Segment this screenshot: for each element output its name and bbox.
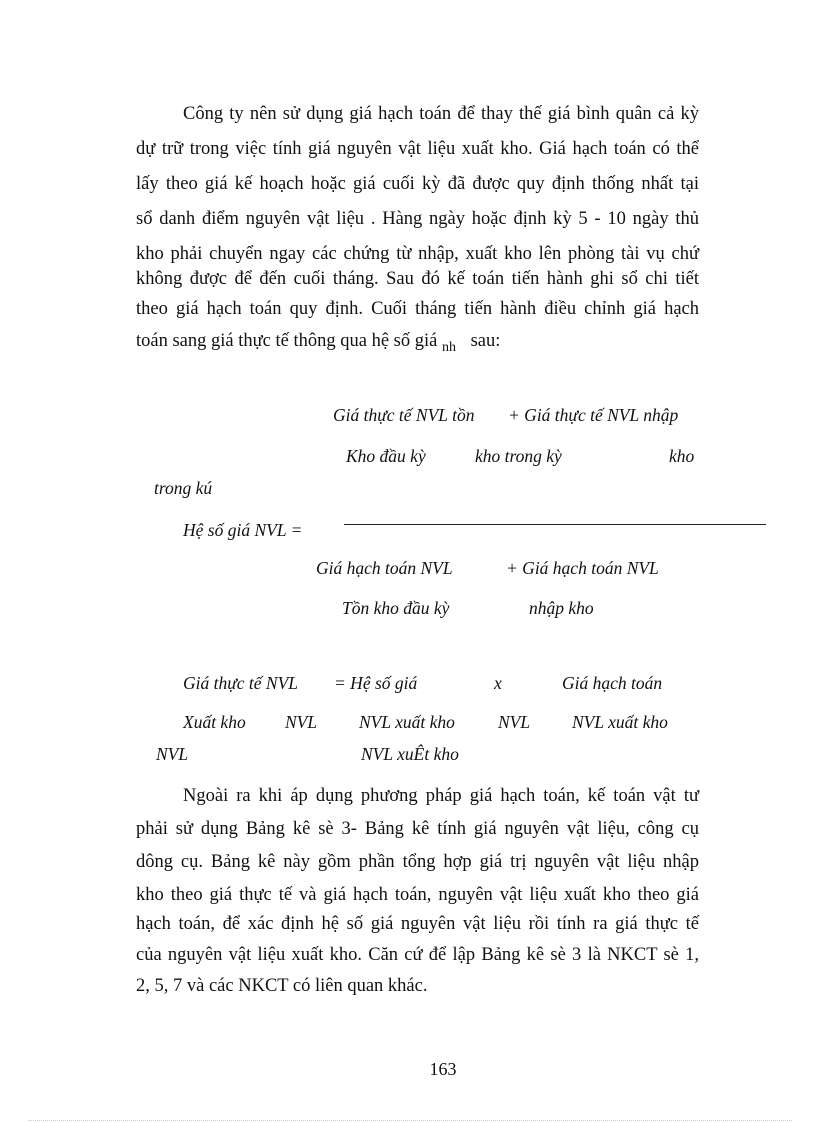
paragraph-line: Công ty nên sử dụng giá hạch toán để thay thế giá bình quân cả kỳ xyxy=(183,104,699,124)
formula2-r2-term-1: Xuất kho xyxy=(183,712,246,732)
formula-denominator-sub-2: nhập kho xyxy=(529,598,594,618)
paragraph-line: Ngoài ra khi áp dụng phương pháp giá hạch toán, kế toán vật tư xyxy=(183,786,699,806)
paragraph-tail: sau: xyxy=(470,331,501,351)
formula2-r1-term-1: Giá thực tế NVL xyxy=(183,673,299,693)
page-number: 163 xyxy=(429,1059,457,1079)
formula2-r2-term-3: NVL xuất kho xyxy=(359,712,455,732)
paragraph-line: dự trữ trong việc tính giá nguyên vật liệu xuất kho. Giá hạch toán có thể xyxy=(136,139,699,159)
formula-numerator-sub-2: kho trong kỳ xyxy=(475,446,562,466)
paragraph-line: dông cụ. Bảng kê này gồm phần tổng hợp giá trị nguyên vật liệu nhập xyxy=(136,852,699,872)
paragraph-line: theo giá hạch toán quy định. Cuối tháng tiến hành điều chỉnh giá hạch xyxy=(136,299,699,319)
formula2-r2-term-5: NVL xuất kho xyxy=(572,712,668,732)
formula-numerator-term-1: Giá thực tế NVL tồn xyxy=(333,405,475,425)
formula-label: Hệ số giá NVL = xyxy=(183,520,303,540)
paragraph-line: kho theo giá thực tế và giá hạch toán, nguyên vật liệu xuất kho theo giá xyxy=(136,885,699,905)
paragraph-line: hạch toán, để xác định hệ số giá nguyên vật liệu rồi tính ra giá thực tế xyxy=(136,914,699,934)
formula-denominator-sub-1: Tồn kho đầu kỳ xyxy=(342,598,450,618)
fraction-line xyxy=(344,524,766,525)
formula-denominator-term-2: + Giá hạch toán NVL xyxy=(506,558,659,578)
formula2-r2-term-4: NVL xyxy=(498,712,531,732)
paragraph-line: kho phải chuyển ngay các chứng từ nhập, xuất kho lên phòng tài vụ chứ xyxy=(136,244,699,264)
formula-numerator-term-2: + Giá thực tế NVL nhập xyxy=(508,405,679,425)
formula-numerator-sub-1: Kho đầu kỳ xyxy=(346,446,426,466)
formula2-r3-term-1: NVL xyxy=(156,744,189,764)
paragraph-line: lấy theo giá kế hoạch hoặc giá cuối kỳ đã được quy định thống nhất tại xyxy=(136,174,699,194)
formula2-r1-term-2: = Hệ số giá xyxy=(334,673,418,693)
paragraph-line-last: 2, 5, 7 và các NKCT có liên quan khác. xyxy=(136,976,428,996)
formula2-r1-term-3: Giá hạch toán xyxy=(562,673,663,693)
formula-denominator-term-1: Giá hạch toán NVL xyxy=(316,558,453,578)
paragraph-line: phải sử dụng Bảng kê sè 3- Bảng kê tính giá nguyên vật liệu, công cụ xyxy=(136,819,699,839)
formula-numerator-sub-4: trong kú xyxy=(154,478,213,498)
paragraph-line: không được để đến cuối tháng. Sau đó kế toán tiến hành ghi sổ chi tiết xyxy=(136,269,699,289)
formula2-r1-operator: x xyxy=(494,673,502,693)
formula2-r3-term-2: NVL xuÊt kho xyxy=(361,744,459,764)
footer-divider xyxy=(28,1120,792,1121)
formula2-r2-term-2: NVL xyxy=(285,712,318,732)
paragraph-line-text: toán sang giá thực tế thông qua hệ số giá xyxy=(136,331,438,351)
formula-numerator-sub-3: kho xyxy=(669,446,695,466)
paragraph-line: sổ danh điểm nguyên vật liệu . Hàng ngày hoặc định kỳ 5 - 10 ngày thủ xyxy=(136,209,699,229)
paragraph-line: của nguyên vật liệu xuất kho. Căn cứ để lập Bảng kê sè 3 là NKCT sè 1, xyxy=(136,945,699,965)
paragraph-line-last xyxy=(136,331,699,353)
subscript-nh: nh xyxy=(441,340,456,355)
